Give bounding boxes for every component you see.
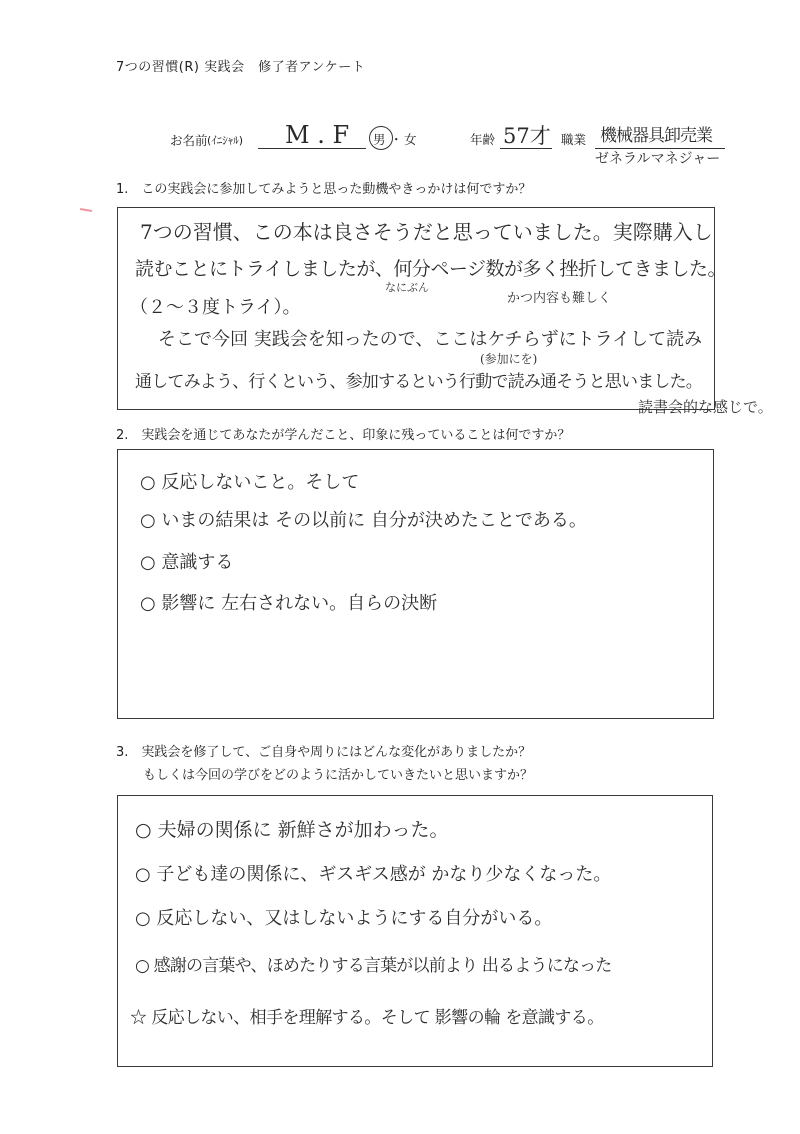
q3-item-3: ○ 反応しない、又はしないようにする自分がいる。 xyxy=(135,908,553,929)
gender-male: 男 xyxy=(373,132,386,147)
job-value-line2: ゼネラルマネジャー xyxy=(595,151,721,167)
gender-separator: ・ xyxy=(390,132,403,147)
q1-note-nanibun: なにぶん xyxy=(385,281,429,294)
q2-item-4: ○ 影響に 左右されない。自らの決断 xyxy=(140,593,438,614)
q2-item-3: ○ 意識する xyxy=(140,552,234,573)
q3-item-1: ○ 夫婦の関係に 新鮮さが加わった。 xyxy=(135,819,449,841)
q1-line-4: そこで今回 実践会を知ったので、ここはケチらずにトライして読み xyxy=(158,329,703,350)
q1-line-1: 7つの習慣、この本は良さそうだと思っていました。実際購入し xyxy=(140,220,713,244)
q3-item-5: ☆ 反応しない、相手を理解する。そして 影響の輪 を意識する。 xyxy=(130,1008,604,1028)
q2-item-1: ○ 反応しないこと。そして xyxy=(140,472,360,493)
job-value-line1: 機械器具卸売業 xyxy=(600,126,712,146)
q1-note-end: 読書会的な感じで。 xyxy=(638,398,773,416)
age-underline xyxy=(500,148,552,149)
initial-label: (ｲﾆｼｬﾙ) xyxy=(207,134,244,147)
job-underline xyxy=(595,148,725,149)
question-3-line-1: 3. 実践会を修了して、ご自身や周りにはどんな変化がありましたか？ xyxy=(116,745,532,760)
red-pen-mark xyxy=(80,208,92,212)
name-label: お名前 xyxy=(170,133,208,148)
name-underline xyxy=(258,148,366,149)
question-3-line-2: もしくは今回の学びをどのように活かしていきたいと思いますか？ xyxy=(143,768,534,783)
q1-line-3: （２～３度トライ）。 xyxy=(130,297,301,318)
age-value: 57才 xyxy=(503,124,551,148)
q3-item-4: ○ 感謝の言葉や、ほめたりする言葉が以前より 出るようになった xyxy=(135,956,612,976)
age-label: 年齢 xyxy=(470,132,496,147)
question-2: 2. 実践会を通じてあなたが学んだこと、印象に残っていることは何ですか？ xyxy=(116,428,571,443)
name-value: M . F xyxy=(285,121,350,149)
q1-note-content: かつ内容も難しく xyxy=(507,291,612,306)
q1-line-5: 通してみよう、行くという、参加するという行動で読み通そうと思いました。 xyxy=(135,372,702,392)
job-label: 職業 xyxy=(561,132,587,147)
survey-title: 7つの習慣(R) 実践会 修了者アンケート xyxy=(116,60,366,75)
q2-item-2: ○ いまの結果は その以前に 自分が決めたことである。 xyxy=(140,510,587,531)
question-1: 1. この実践会に参加してみようと思った動機やきっかけは何ですか？ xyxy=(116,182,532,197)
q1-note-sanka: (参加にを) xyxy=(480,352,538,366)
gender-female: 女 xyxy=(404,132,417,147)
q1-line-2: 読むことにトライしましたが、何分ページ数が多く挫折してきました。 xyxy=(135,258,727,280)
q3-item-2: ○ 子ども達の関係に、ギスギス感が かなり少なくなった。 xyxy=(135,864,612,885)
